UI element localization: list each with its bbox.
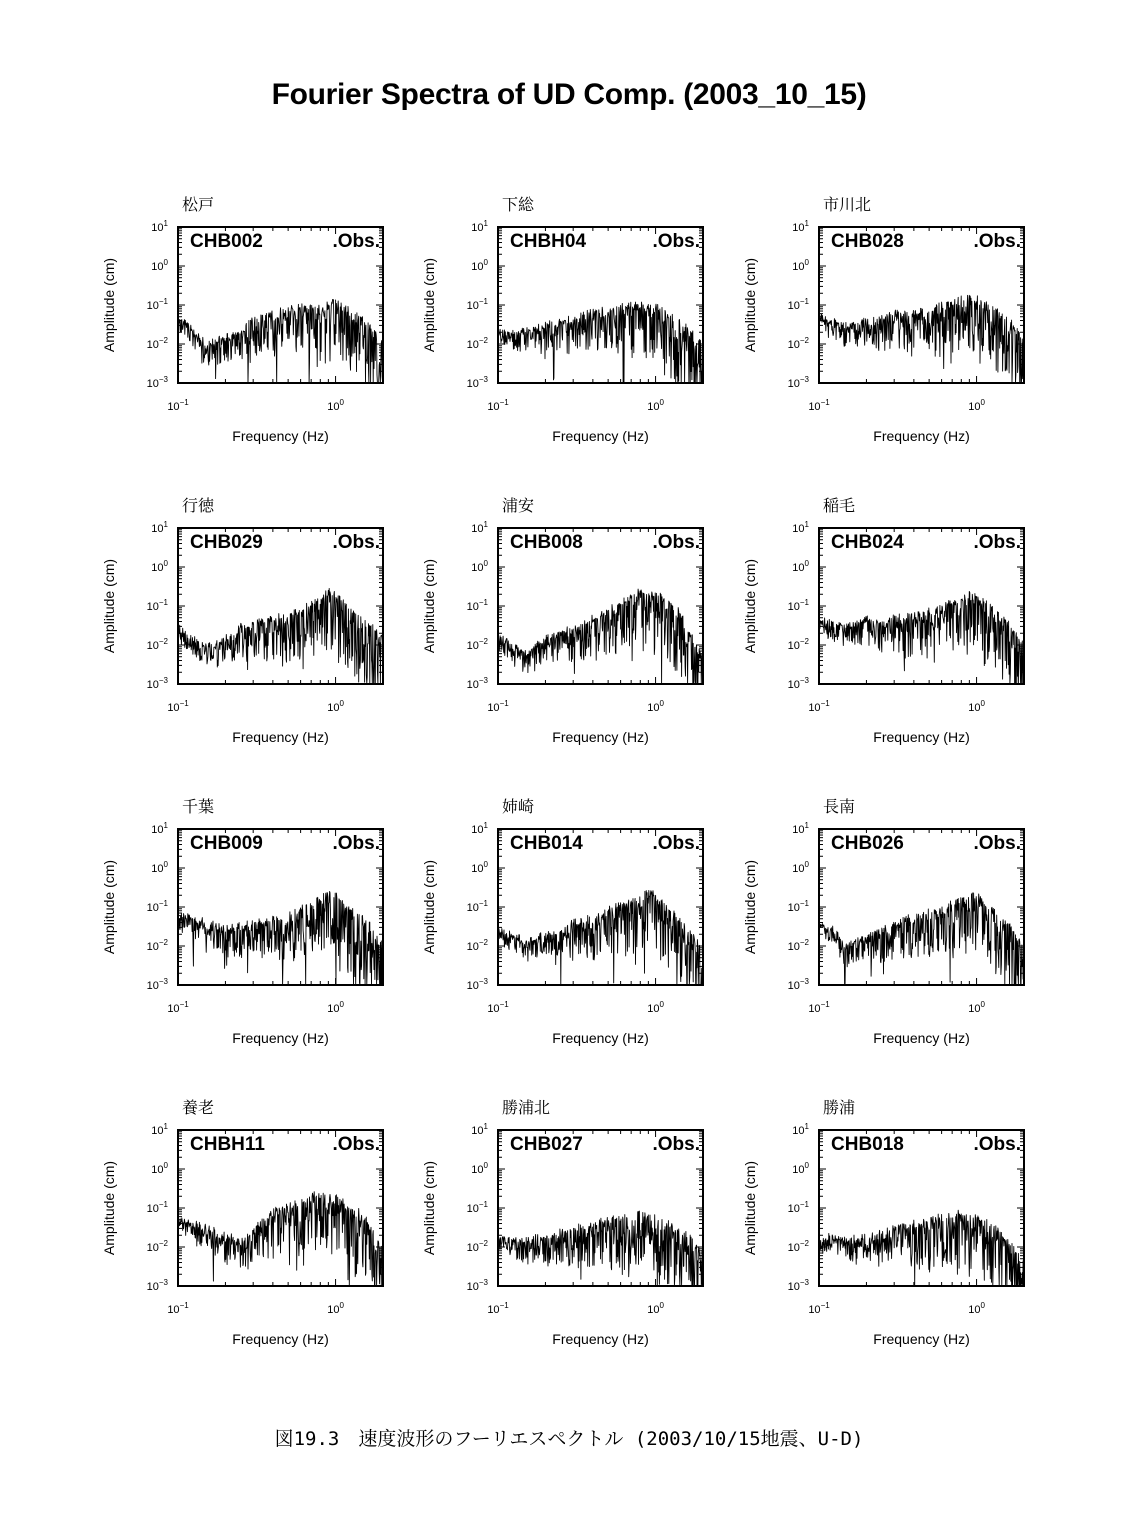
y-tick-label: $10^0$ xyxy=(792,559,809,574)
x-axis-label: Frequency (Hz) xyxy=(552,729,649,745)
obs-tag: .Obs. xyxy=(652,833,700,854)
obs-tag: .Obs. xyxy=(332,532,380,553)
x-axis-label: Frequency (Hz) xyxy=(873,1331,970,1347)
y-tick-label: $10^{-2}$ xyxy=(466,938,488,953)
y-tick-label: $10^{-3}$ xyxy=(146,375,168,390)
x-tick-label: $10^{-1}$ xyxy=(487,398,509,413)
plot-location-label: 姉崎 xyxy=(502,797,535,816)
x-tick-label: $10^{-1}$ xyxy=(167,1301,189,1316)
plot-location-label: 養老 xyxy=(182,1098,215,1117)
plot-location-label: 千葉 xyxy=(182,797,215,816)
spectrum-plot-chb018 xyxy=(742,1098,1024,1347)
x-tick-label: $10^{-1}$ xyxy=(808,1301,830,1316)
y-tick-label: $10^1$ xyxy=(792,219,809,234)
station-id: CHB026 xyxy=(831,833,904,854)
y-tick-label: $10^1$ xyxy=(792,1122,809,1137)
spectrum-plot-chb029 xyxy=(101,496,383,745)
y-tick-label: $10^0$ xyxy=(792,860,809,875)
spectrum-line xyxy=(819,591,1024,683)
y-axis-label: Amplitude (cm) xyxy=(421,859,437,955)
y-tick-label: $10^1$ xyxy=(151,1122,168,1137)
station-id: CHBH11 xyxy=(190,1134,265,1155)
y-tick-label: $10^{-2}$ xyxy=(787,637,809,652)
y-tick-label: $10^{-2}$ xyxy=(146,336,168,351)
x-tick-label: $10^{-1}$ xyxy=(487,699,509,714)
y-tick-label: $10^0$ xyxy=(792,258,809,273)
plot-location-label: 松戸 xyxy=(182,195,215,214)
obs-tag: .Obs. xyxy=(652,231,700,252)
x-axis-label: Frequency (Hz) xyxy=(552,428,649,444)
x-tick-label: $10^0$ xyxy=(327,1301,344,1316)
y-tick-label: $10^{-2}$ xyxy=(787,1239,809,1254)
y-tick-label: $10^{-1}$ xyxy=(466,1200,488,1215)
plot-location-label: 浦安 xyxy=(502,496,535,515)
station-id: CHB018 xyxy=(831,1134,904,1155)
x-axis-label: Frequency (Hz) xyxy=(873,428,970,444)
y-tick-label: $10^{-3}$ xyxy=(146,676,168,691)
x-axis-label: Frequency (Hz) xyxy=(873,1030,970,1046)
y-tick-label: $10^{-3}$ xyxy=(787,1278,809,1293)
y-tick-label: $10^1$ xyxy=(151,520,168,535)
y-tick-label: $10^{-3}$ xyxy=(787,375,809,390)
y-tick-label: $10^{-3}$ xyxy=(466,1278,488,1293)
y-tick-label: $10^{-2}$ xyxy=(466,1239,488,1254)
spectrum-line xyxy=(819,1210,1024,1285)
spectrum-line xyxy=(498,589,703,684)
y-tick-label: $10^{-2}$ xyxy=(146,1239,168,1254)
y-tick-label: $10^0$ xyxy=(792,1161,809,1176)
y-tick-label: $10^{-3}$ xyxy=(787,676,809,691)
y-tick-label: $10^0$ xyxy=(471,559,488,574)
x-tick-label: $10^0$ xyxy=(327,1000,344,1015)
y-axis-label: Amplitude (cm) xyxy=(101,257,117,353)
spectrum-plot-chbh11 xyxy=(101,1098,383,1347)
x-axis-label: Frequency (Hz) xyxy=(552,1331,649,1347)
station-id: CHB024 xyxy=(831,532,904,553)
obs-tag: .Obs. xyxy=(332,833,380,854)
x-axis-label: Frequency (Hz) xyxy=(873,729,970,745)
station-id: CHB029 xyxy=(190,532,263,553)
x-tick-label: $10^{-1}$ xyxy=(808,398,830,413)
x-axis-label: Frequency (Hz) xyxy=(552,1030,649,1046)
y-tick-label: $10^1$ xyxy=(471,520,488,535)
plot-location-label: 勝浦 xyxy=(823,1098,856,1117)
y-tick-label: $10^1$ xyxy=(471,821,488,836)
plot-location-label: 市川北 xyxy=(823,195,872,214)
y-axis-label: Amplitude (cm) xyxy=(421,1160,437,1256)
x-axis-label: Frequency (Hz) xyxy=(232,428,329,444)
station-id: CHBH04 xyxy=(510,231,587,252)
y-axis-label: Amplitude (cm) xyxy=(421,257,437,353)
y-axis-label: Amplitude (cm) xyxy=(742,257,758,353)
y-tick-label: $10^1$ xyxy=(471,219,488,234)
y-tick-label: $10^{-1}$ xyxy=(787,297,809,312)
y-tick-label: $10^{-3}$ xyxy=(146,1278,168,1293)
x-tick-label: $10^{-1}$ xyxy=(487,1301,509,1316)
obs-tag: .Obs. xyxy=(973,1134,1021,1155)
figure-caption: 図19.3 速度波形のフーリエスペクトル (2003/10/15地震、U-D) xyxy=(274,1428,864,1450)
x-tick-label: $10^0$ xyxy=(968,398,985,413)
x-tick-label: $10^0$ xyxy=(968,1000,985,1015)
y-tick-label: $10^0$ xyxy=(471,1161,488,1176)
y-axis-label: Amplitude (cm) xyxy=(421,558,437,654)
spectrum-line xyxy=(819,893,1024,985)
obs-tag: .Obs. xyxy=(973,833,1021,854)
x-tick-label: $10^{-1}$ xyxy=(808,1000,830,1015)
spectrum-line xyxy=(178,299,383,382)
y-tick-label: $10^{-2}$ xyxy=(787,336,809,351)
x-tick-label: $10^0$ xyxy=(968,1301,985,1316)
y-axis-label: Amplitude (cm) xyxy=(742,558,758,654)
spectrum-plot-chb009 xyxy=(101,797,383,1046)
y-tick-label: $10^1$ xyxy=(151,219,168,234)
spectrum-plot-chb014 xyxy=(421,797,703,1046)
spectrum-plot-chb028 xyxy=(742,195,1024,444)
x-tick-label: $10^0$ xyxy=(647,398,664,413)
spectrum-plot-chb026 xyxy=(742,797,1024,1046)
y-axis-label: Amplitude (cm) xyxy=(742,1160,758,1256)
x-tick-label: $10^0$ xyxy=(647,1301,664,1316)
y-tick-label: $10^1$ xyxy=(792,520,809,535)
y-tick-label: $10^{-3}$ xyxy=(466,676,488,691)
y-axis-label: Amplitude (cm) xyxy=(101,558,117,654)
page-title: Fourier Spectra of UD Comp. (2003_10_15) xyxy=(271,78,867,111)
y-tick-label: $10^{-1}$ xyxy=(787,598,809,613)
y-tick-label: $10^0$ xyxy=(151,860,168,875)
y-tick-label: $10^{-1}$ xyxy=(787,1200,809,1215)
obs-tag: .Obs. xyxy=(652,1134,700,1155)
x-tick-label: $10^{-1}$ xyxy=(167,398,189,413)
x-tick-label: $10^0$ xyxy=(968,699,985,714)
spectrum-plot-chb024 xyxy=(742,496,1024,745)
spectrum-line xyxy=(498,1211,703,1286)
y-tick-label: $10^{-1}$ xyxy=(146,297,168,312)
y-tick-label: $10^0$ xyxy=(151,559,168,574)
obs-tag: .Obs. xyxy=(973,231,1021,252)
x-tick-label: $10^{-1}$ xyxy=(167,699,189,714)
y-axis-label: Amplitude (cm) xyxy=(101,859,117,955)
y-tick-label: $10^{-1}$ xyxy=(146,598,168,613)
y-tick-label: $10^{-2}$ xyxy=(787,938,809,953)
spectrum-plot-chb008 xyxy=(421,496,703,745)
spectrum-plot-chb002 xyxy=(101,195,383,444)
plot-location-label: 行徳 xyxy=(182,496,215,515)
x-tick-label: $10^0$ xyxy=(647,1000,664,1015)
y-tick-label: $10^{-2}$ xyxy=(146,637,168,652)
x-tick-label: $10^{-1}$ xyxy=(487,1000,509,1015)
spectrum-line xyxy=(178,1192,383,1286)
station-id: CHB027 xyxy=(510,1134,583,1155)
spectrum-line xyxy=(819,295,1024,382)
y-tick-label: $10^{-1}$ xyxy=(466,899,488,914)
y-tick-label: $10^{-2}$ xyxy=(466,336,488,351)
y-tick-label: $10^1$ xyxy=(792,821,809,836)
y-tick-label: $10^{-2}$ xyxy=(466,637,488,652)
obs-tag: .Obs. xyxy=(332,1134,380,1155)
y-tick-label: $10^{-3}$ xyxy=(146,977,168,992)
spectrum-line xyxy=(498,302,703,383)
y-tick-label: $10^{-1}$ xyxy=(466,598,488,613)
y-tick-label: $10^0$ xyxy=(151,1161,168,1176)
x-axis-label: Frequency (Hz) xyxy=(232,729,329,745)
x-axis-label: Frequency (Hz) xyxy=(232,1030,329,1046)
y-tick-label: $10^0$ xyxy=(151,258,168,273)
plot-location-label: 長南 xyxy=(823,797,856,816)
y-tick-label: $10^0$ xyxy=(471,258,488,273)
x-tick-label: $10^0$ xyxy=(327,398,344,413)
obs-tag: .Obs. xyxy=(652,532,700,553)
plot-location-label: 稲毛 xyxy=(823,496,856,515)
plot-location-label: 下総 xyxy=(502,195,535,214)
y-tick-label: $10^{-1}$ xyxy=(787,899,809,914)
y-axis-label: Amplitude (cm) xyxy=(742,859,758,955)
x-axis-label: Frequency (Hz) xyxy=(232,1331,329,1347)
obs-tag: .Obs. xyxy=(332,231,380,252)
x-tick-label: $10^{-1}$ xyxy=(808,699,830,714)
y-axis-label: Amplitude (cm) xyxy=(101,1160,117,1256)
station-id: CHB014 xyxy=(510,833,583,854)
station-id: CHB028 xyxy=(831,231,904,252)
spectrum-line xyxy=(178,588,383,683)
plot-location-label: 勝浦北 xyxy=(502,1098,551,1117)
spectrum-plot-chb027 xyxy=(421,1098,703,1347)
station-id: CHB002 xyxy=(190,231,263,252)
y-tick-label: $10^1$ xyxy=(471,1122,488,1137)
station-id: CHB009 xyxy=(190,833,263,854)
spectrum-line xyxy=(498,891,703,985)
y-tick-label: $10^{-3}$ xyxy=(466,375,488,390)
x-tick-label: $10^0$ xyxy=(647,699,664,714)
y-tick-label: $10^{-3}$ xyxy=(466,977,488,992)
y-tick-label: $10^{-3}$ xyxy=(787,977,809,992)
spectrum-line xyxy=(178,891,383,984)
spectrum-plot-chbh04 xyxy=(421,195,703,444)
y-tick-label: $10^{-1}$ xyxy=(146,1200,168,1215)
y-tick-label: $10^{-1}$ xyxy=(146,899,168,914)
x-tick-label: $10^0$ xyxy=(327,699,344,714)
y-tick-label: $10^{-1}$ xyxy=(466,297,488,312)
y-tick-label: $10^0$ xyxy=(471,860,488,875)
y-tick-label: $10^{-2}$ xyxy=(146,938,168,953)
obs-tag: .Obs. xyxy=(973,532,1021,553)
x-tick-label: $10^{-1}$ xyxy=(167,1000,189,1015)
station-id: CHB008 xyxy=(510,532,583,553)
y-tick-label: $10^1$ xyxy=(151,821,168,836)
